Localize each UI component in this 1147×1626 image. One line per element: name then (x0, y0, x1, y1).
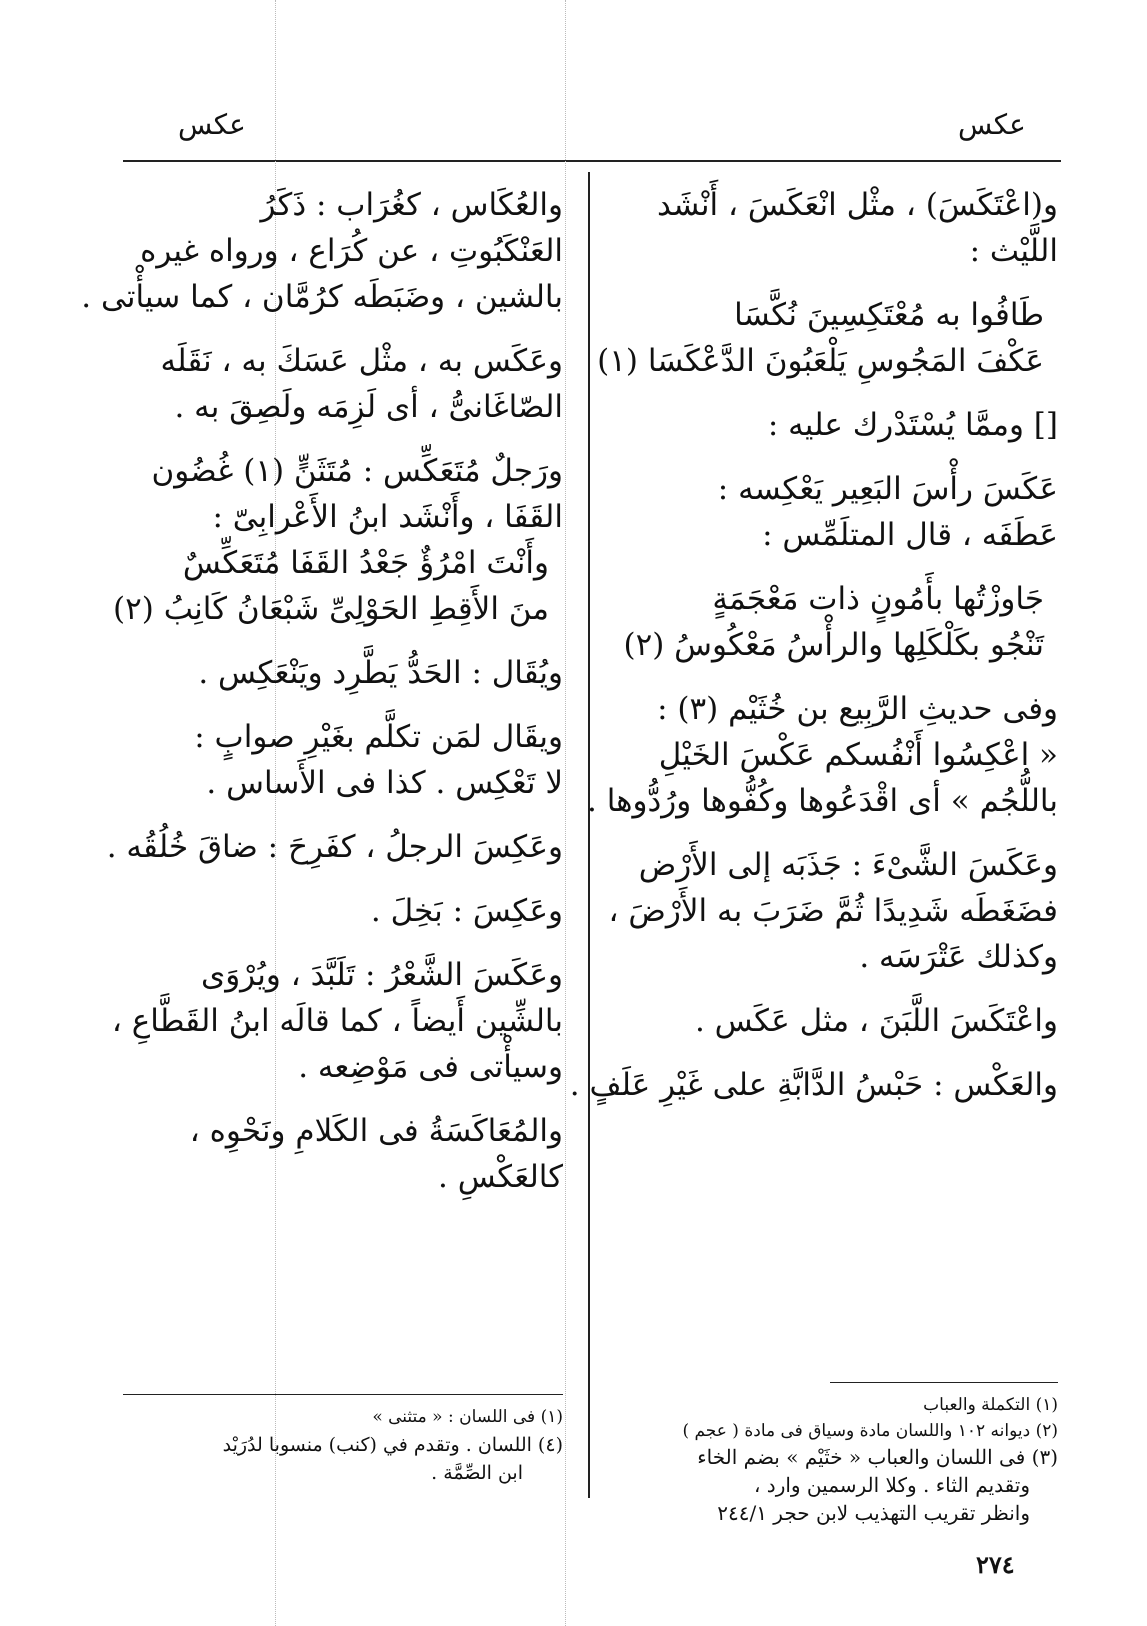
verse-line: عَكْفَ المَجُوسِ يَلْعَبُونَ الدَّعْكَسَا (١) (597, 343, 1044, 379)
entry-line: فضَغَطَه شَدِيدًا ثُمَّ ضَرَبَ به الأَرْضَ ، (608, 893, 1058, 929)
verse-line: تَنْجُو بكَلْكَلِها والرأْسُ مَعْكُوسُ (٢) (623, 627, 1044, 663)
entry-line: بالشين ، وضَبَطَه كرُمَّان ، كما سيأْتى . (81, 279, 563, 315)
page-number: ٢٧٤ (976, 1550, 1015, 1579)
footnote-right: (٢) ديوانه ١٠٢ واللسان مادة وسياق فى مادة ( عجم ) (682, 1421, 1058, 1441)
supplement-marker-line: [] وممَّا يُسْتَدْرك عليه : (767, 407, 1058, 443)
footnote-left: ابن الصِّمَّة . (431, 1462, 523, 1484)
entry-line: القَفَا ، وأَنْشَد ابنُ الأَعْرابِىّ : (212, 499, 563, 535)
entry-line: لا تَعْكِس . كذا فى الأَساس . (206, 765, 563, 801)
entry-line: ويُقَال : الحَدُّ يَطَّرِد ويَنْعَكِس . (198, 655, 563, 691)
entry-line: والعُكَاس ، كغُرَاب : ذَكَرُ (260, 187, 563, 223)
scan-guide-dotted (565, 0, 567, 1626)
entry-line: عَكَسَ رأْسَ البَعِير يَعْكِسه : (717, 471, 1058, 507)
footnote-rule-right (830, 1382, 1058, 1383)
verse-line: طَافُوا به مُعْتَكِسِينَ نُكَّسَا (734, 297, 1044, 333)
entry-line: وعَكِسَ : بَخِلَ . (370, 893, 563, 929)
entry-line: الصّاغَانىُّ ، أى لَزِمَه ولَصِقَ به . (174, 389, 563, 425)
footnote-right: (١) التكملة والعباب (923, 1395, 1058, 1415)
verse-line: جَاوزْتُها بأَمُونٍ ذات مَعْجَمَةٍ (712, 581, 1044, 617)
footnote-right: وتقديم الثاء . وكلا الرسمين وارد ، (753, 1473, 1030, 1497)
right-column (569, 182, 1058, 1108)
footnote-rule-left (123, 1394, 563, 1395)
entry-line: كالعَكْسِ . (438, 1159, 563, 1195)
footnote-right: (٣) فى اللسان والعباب « خثَيْم » بضم الخاء (697, 1445, 1058, 1469)
entry-line: اللَّيْث : (969, 233, 1058, 269)
running-header-right: عكس (958, 108, 1026, 141)
entry-line: وكذلك عَتْرَسَه . (859, 939, 1058, 975)
footnote-left: (٤) اللسان . وتقدم في (كنب) منسوبا لدُرَيْد (222, 1434, 563, 1456)
footnote-left: (١) فى اللسان : « متثنى » (372, 1407, 563, 1427)
entry-line: « اعْكِسُوا أَنْفُسكم عَكْسَ الخَيْلِ (658, 737, 1058, 773)
left-column (81, 182, 563, 1200)
entry-line: وعَكَسَ الشَّعْرُ : تَلَبَّدَ ، ويُرْوَى (200, 957, 563, 993)
verse-line: منَ الأَقِطِ الحَوْلِىِّ شَبْعَانُ كَانِبُ (٢) (112, 591, 549, 627)
entry-line: و(اعْتَكَسَ) ، مثْل انْعَكَسَ ، أَنْشَد (657, 187, 1058, 223)
entry-line: وعَكِسَ الرجلُ ، كفَرِحَ : ضاقَ خُلُقُه . (106, 829, 563, 865)
entry-line: واعْتَكَسَ اللَّبَنَ ، مثل عَكَس . (694, 1003, 1058, 1039)
running-header-left: عكس (178, 108, 246, 141)
verse-line: وأَنْتَ امْرُؤٌ جَعْدُ القَفَا مُتَعَكِّسٌ (182, 545, 549, 581)
footnote-right: وانظر تقريب التهذيب لابن حجر ٢٤٤/١ (717, 1501, 1030, 1525)
entry-line: وعَكَسَ الشَّىْءَ : جَذَبَه إلى الأَرْض (638, 847, 1058, 883)
entry-line: باللُّجُم » أى اقْدَعُوها وكُفُّوها ورُدُّوها . (587, 783, 1058, 819)
entry-line: بالشِّين أَيضاً ، كما قالَه ابنُ القَطَّاعِ ، (111, 1003, 563, 1039)
entry-line: العَنْكَبُوتِ ، عن كُرَاع ، ورواه غيره (140, 233, 563, 269)
header-rule (123, 160, 1061, 162)
entry-line: وعَكَس به ، مثْل عَسَكَ به ، نَقَلَه (160, 343, 563, 379)
entry-line: والعَكْس : حَبْسُ الدَّابَّةِ على غَيْرِ عَلَفٍ . (569, 1067, 1058, 1103)
entry-line: عَطَفَه ، قال المتلَمِّس : (762, 517, 1058, 553)
entry-line: وفى حديثِ الرَّبِيع بن خُثَيْم (٣) : (657, 691, 1058, 727)
entry-line: والمُعَاكَسَةُ فى الكَلامِ ونَحْوِه ، (189, 1113, 563, 1149)
entry-line: ويقَال لمَن تكلَّم بغَيْرِ صوابٍ : (194, 719, 563, 755)
column-divider (588, 172, 590, 1498)
entry-line: ورَجلٌ مُتَعَكِّس : مُتَثَنٍّ (١) غُضُون (151, 453, 563, 489)
entry-line: وسيأْتى فى مَوْضِعه . (298, 1049, 563, 1085)
